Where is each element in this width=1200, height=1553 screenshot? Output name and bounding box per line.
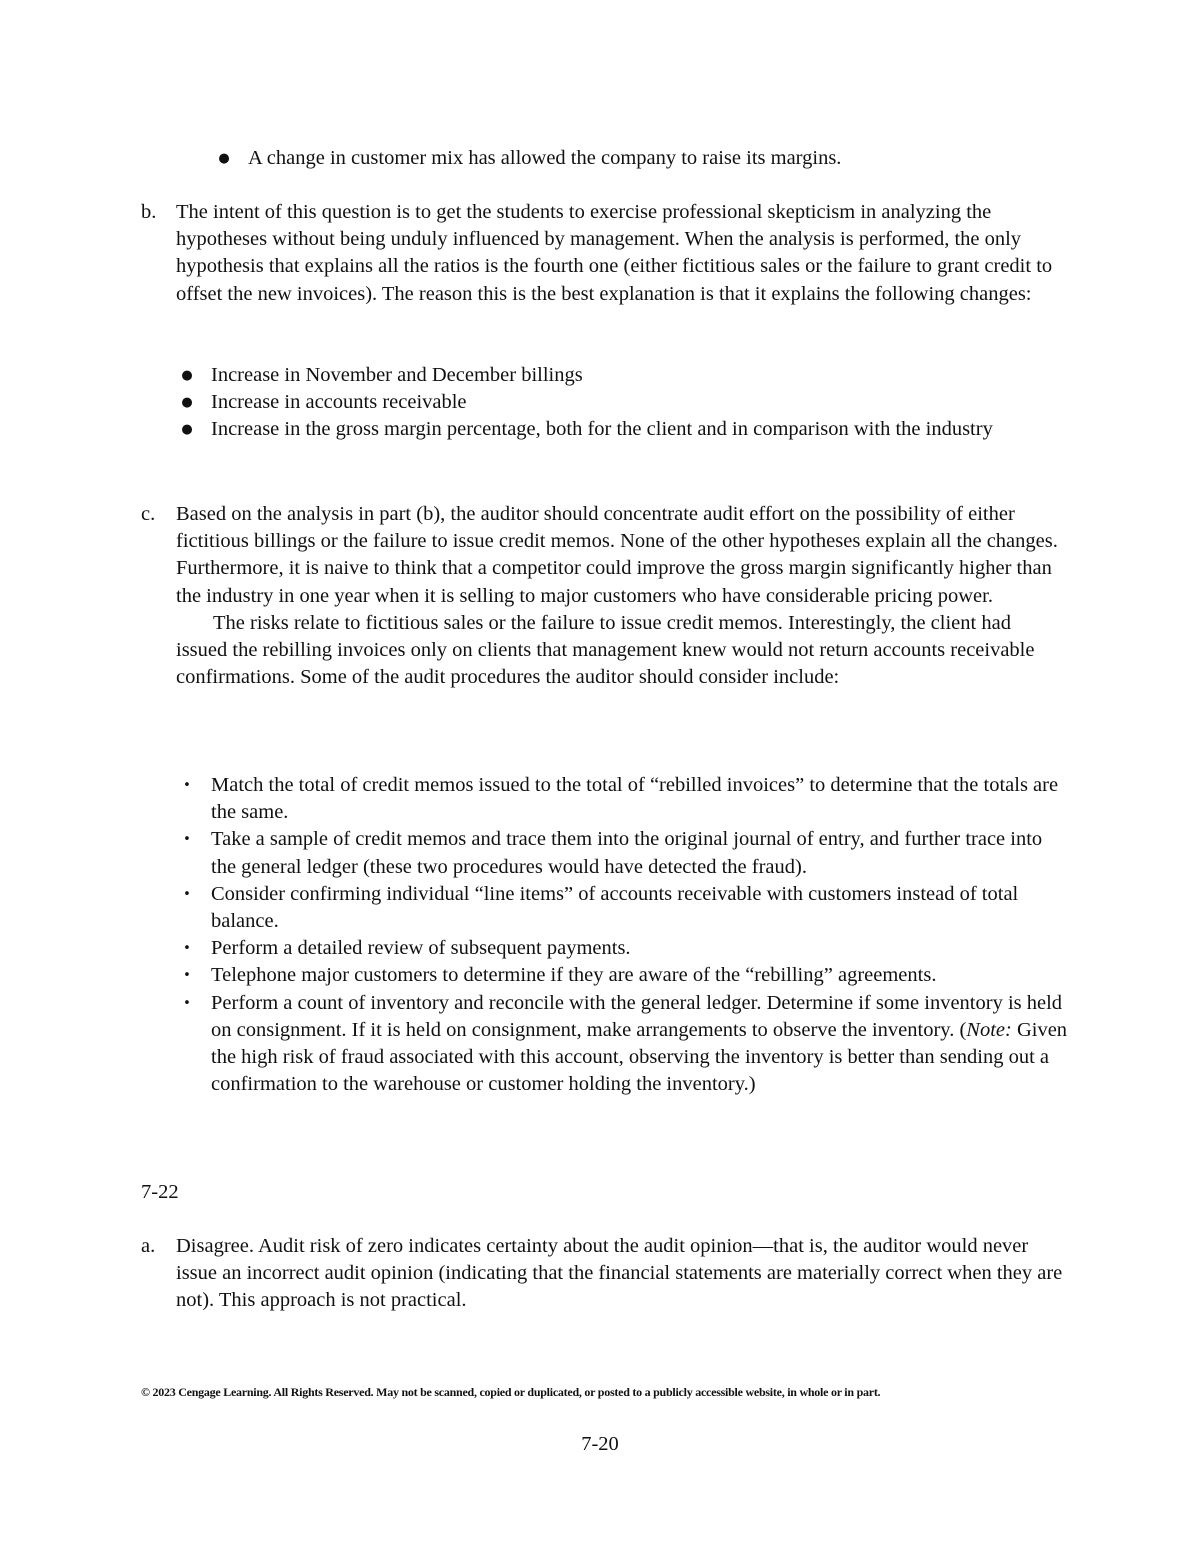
list-item [181,389,1041,416]
bullet-icon: • [183,886,191,902]
item-c-body [176,501,1066,691]
item-a-letter: a. [141,1235,156,1257]
list-item [183,962,1071,989]
list-item [183,881,1071,935]
section-number: 7-22 [141,1181,179,1203]
bullet-icon: ● [181,422,193,438]
bullet-icon: • [183,968,191,984]
bullet-text: Increase in November and December billings [211,364,583,386]
item-c-bullet-list [183,772,1071,1098]
bullet-icon: ● [181,368,193,383]
item-c-paragraph-1: Based on the analysis in part (b), the auditor should concentrate audit effort on the possibility of either fictitious billings or the failure to issue credit memos. None of the other hypotheses explain all the changes. Furthermore, it is naive to think that a competitor could improve the gross margin significantly higher than the industry in one year when it is selling to major customers who have considerable pricing power. [176,503,1058,607]
item-b-bullet-list [181,362,1041,444]
list-item [218,145,1048,172]
list-item [181,416,1041,443]
bullet-text: A change in customer mix has allowed the company to raise its margins. [248,147,842,169]
list-item [183,990,1071,1099]
bullet-icon: • [183,941,191,957]
item-b-letter: b. [141,201,157,223]
bullet-text: Match the total of credit memos issued to the total of “rebilled invoices” to determine that the totals are the same. [211,774,1059,824]
bullet-icon: • [183,778,191,793]
list-item [183,935,1071,962]
bullet-text-after-note: Given the high risk of fraud associated with this account, observing the inventory is better than sending out a confirmation to the warehouse or customer holding the inventory.) [211,1018,1068,1096]
top-bullet-list [218,145,1048,172]
list-item [183,772,1071,826]
bullet-icon: • [183,832,191,848]
bullet-text: Take a sample of credit memos and trace them into the original journal of entry, and further trace into the general ledger (these two procedures would have detected the fraud). [211,828,1043,878]
bullet-text-before-note: Perform a count of inventory and reconcile with the general ledger. Determine if some inventory is held on consignment. If it is held on consignment, make arrangements to observe the inventory. ( [211,991,1063,1041]
item-b-text: The intent of this question is to get the students to exercise professional skepticism in analyzing the hypotheses without being unduly influenced by management. When the analysis is performed, the only hypothesis that explains all the ratios is the fourth one (either fictitious sales or the failure to grant credit to offset the new invoices). The reason this is the best explanation is that it explains the following changes: [176,201,1053,305]
bullet-text: Increase in the gross margin percentage, both for the client and in comparison with the industry [211,418,993,441]
list-item [181,362,1041,389]
bullet-text: Consider confirming individual “line items” of accounts receivable with customers instead of total balance. [211,882,1019,933]
note-label: Note: [966,1018,1012,1041]
item-c-letter: c. [141,503,156,525]
bullet-icon: ● [218,151,230,166]
copyright-footer: © 2023 Cengage Learning. All Rights Reserved. May not be scanned, copied or duplicated, or posted to a publicly accessible website, in whole or in part. [141,1385,881,1399]
bullet-text: Increase in accounts receivable [211,391,467,414]
bullet-text: Perform a detailed review of subsequent payments. [211,937,631,960]
bullet-text: Telephone major customers to determine if they are aware of the “rebilling” agreements. [211,964,937,987]
item-c-paragraph-2: The risks relate to fictitious sales or the failure to issue credit memos. Interestingly, the client had issued the rebilling invoices only on clients that management knew would not return accounts receivable confirmations. Some of the audit procedures the auditor should consider include: [176,611,1035,689]
page-number: 7-20 [581,1433,619,1455]
item-a-text: Disagree. Audit risk of zero indicates certainty about the audit opinion—that is, the auditor would never issue an incorrect audit opinion (indicating that the financial statements are materially correct when they are not). This approach is not practical. [176,1235,1063,1312]
bullet-icon: • [183,995,191,1011]
list-item [183,826,1071,880]
bullet-icon: ● [181,395,193,411]
